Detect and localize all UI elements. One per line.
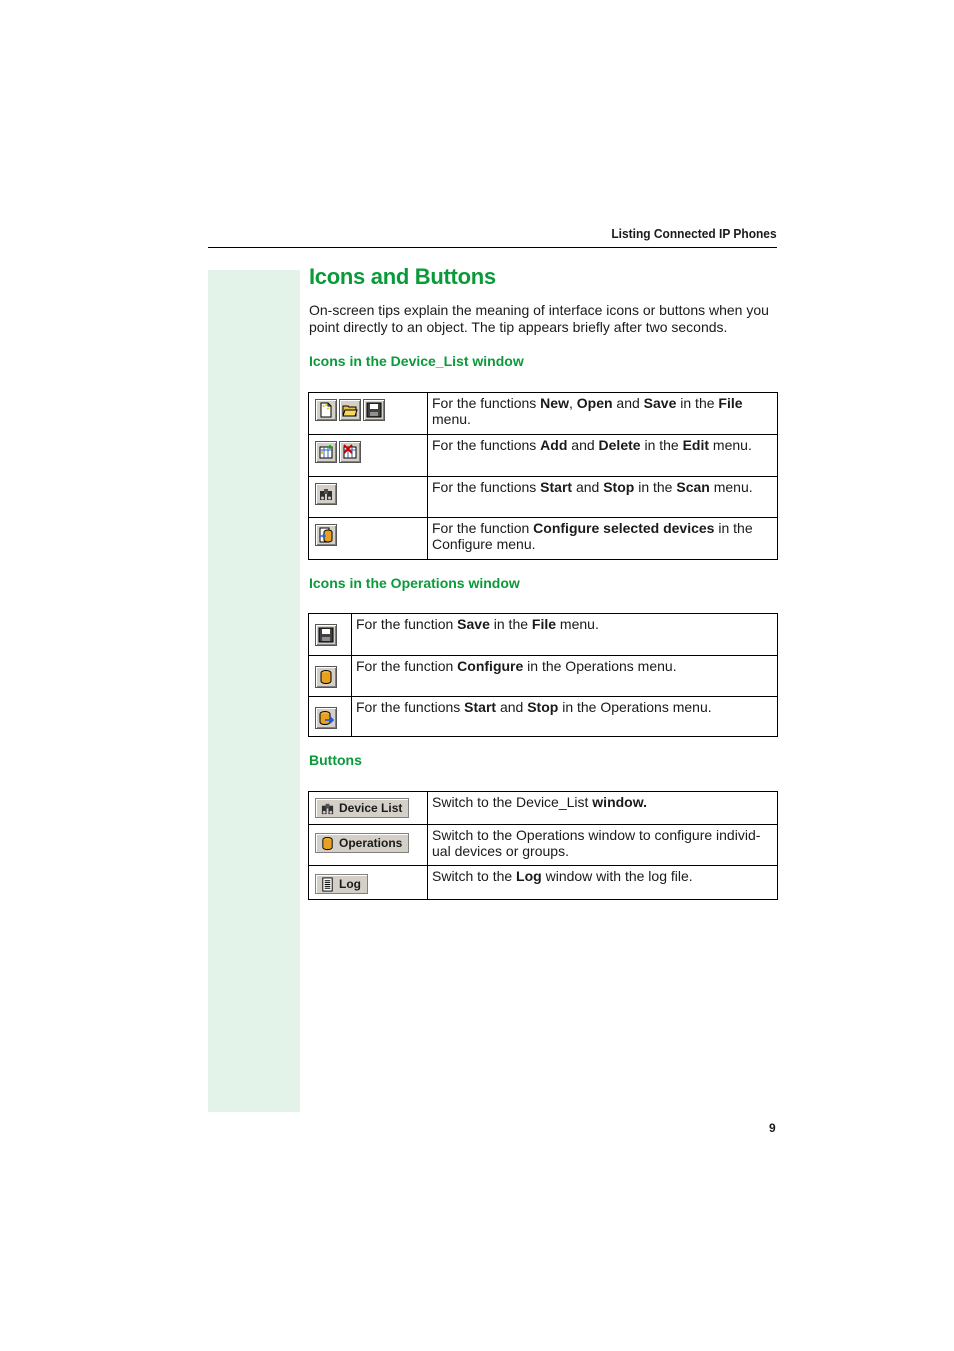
description-cell (352, 656, 778, 697)
table-row (309, 866, 778, 900)
binoculars-icon (318, 486, 334, 502)
button-label: Log (339, 877, 361, 891)
table-row (309, 656, 778, 697)
text-run: For the function (356, 658, 458, 674)
text-run: in the (640, 437, 683, 453)
operations-icon-table (308, 613, 778, 737)
save-disk-icon-tile (363, 399, 385, 421)
text-run: window with the log file. (541, 868, 693, 884)
text-run: in the Operations menu. (523, 658, 677, 674)
button-cell (309, 866, 428, 900)
icon-cell (309, 614, 352, 656)
text-run: Switch to the Device_List (432, 794, 593, 810)
configure-selected-icon (318, 527, 334, 543)
description-cell (428, 866, 778, 900)
database-arrow-icon (318, 710, 334, 726)
text-run: in the (634, 479, 677, 495)
bold-term: Edit (682, 437, 710, 453)
margin-sidebar (208, 270, 300, 1112)
save-disk-icon-tile (315, 624, 337, 646)
text-run: menu. (709, 437, 752, 453)
table-row (309, 435, 778, 477)
table-row (309, 792, 778, 825)
icon-cell (309, 697, 352, 737)
description-cell (352, 697, 778, 737)
text-run: and (572, 479, 604, 495)
bold-term: Add (540, 437, 568, 453)
button-cell (309, 825, 428, 866)
database-arrow-icon-tile (315, 707, 337, 729)
bold-term: Start (540, 479, 573, 495)
table-row (309, 825, 778, 866)
bold-term: Scan (676, 479, 710, 495)
database-icon-tile (315, 666, 337, 688)
text-run: in the (676, 395, 719, 411)
bold-term: Start (464, 699, 497, 715)
description-cell (428, 477, 778, 518)
log-button (315, 874, 368, 894)
header-rule (208, 247, 777, 248)
save-disk-icon (318, 627, 334, 643)
device-list-heading: Icons in the Device_List window (309, 353, 524, 369)
buttons-table (308, 791, 778, 900)
description-cell (428, 792, 778, 825)
table-row (309, 477, 778, 518)
bold-term: File (718, 395, 743, 411)
page-title: Icons and Buttons (309, 264, 496, 289)
bold-term: Configure selected devices (533, 520, 715, 536)
add-device-icon-tile (315, 441, 337, 463)
add-device-icon (318, 444, 334, 460)
open-folder-icon-tile (339, 399, 361, 421)
operations-heading: Icons in the Operations window (309, 575, 520, 591)
table-row (309, 614, 778, 656)
intro-paragraph: On-screen tips explain the meaning of interface icons or buttons when you point directly to an object. The tip appears briefly after two seconds. (309, 302, 769, 335)
text-run: and (567, 437, 599, 453)
binoculars-icon (320, 801, 335, 816)
icon-cell (309, 518, 428, 560)
icon-cell (309, 435, 428, 477)
icon-cell (309, 393, 428, 435)
bold-term: Delete (598, 437, 641, 453)
device-list-icon-table (308, 392, 778, 560)
delete-device-icon (342, 444, 358, 460)
icon-cell (309, 477, 428, 518)
text-run: and (496, 699, 528, 715)
running-header: Listing Connected IP Phones (611, 226, 777, 241)
bold-term: Stop (603, 479, 635, 495)
text-run: For the functions (432, 395, 541, 411)
bold-term: Open (576, 395, 613, 411)
bold-term: New (540, 395, 569, 411)
text-run: For the functions (356, 699, 465, 715)
description-cell (352, 614, 778, 656)
button-label: Device List (339, 801, 403, 815)
text-run: in the (489, 616, 532, 632)
page-number: 9 (769, 1121, 776, 1135)
bold-term: Save (457, 616, 490, 632)
bold-term: window. (592, 794, 647, 810)
text-run: Switch to the Operations window to configure individ-ual devices or groups. (432, 827, 761, 859)
table-row (309, 393, 778, 435)
description-cell (428, 393, 778, 435)
log-document-icon (320, 877, 335, 892)
text-run: menu. (556, 616, 599, 632)
delete-device-icon-tile (339, 441, 361, 463)
operations-button (315, 833, 409, 853)
text-run: in the Configure menu. (432, 520, 753, 552)
text-run: in the Operations menu. (558, 699, 712, 715)
database-icon (318, 669, 334, 685)
table-row (309, 697, 778, 737)
buttons-heading: Buttons (309, 752, 362, 768)
bold-term: File (531, 616, 557, 632)
new-file-icon-tile (315, 399, 337, 421)
button-label: Operations (339, 836, 403, 850)
new-file-icon (318, 402, 334, 418)
bold-term: Configure (457, 658, 524, 674)
bold-term: Save (643, 395, 677, 411)
text-run: For the functions (432, 437, 541, 453)
text-run: For the function (356, 616, 458, 632)
binoculars-icon-tile (315, 483, 337, 505)
description-cell (428, 825, 778, 866)
text-run: menu. (432, 411, 471, 427)
open-folder-icon (342, 402, 358, 418)
icon-cell (309, 656, 352, 697)
database-icon (320, 836, 335, 851)
bold-term: Stop (527, 699, 559, 715)
text-run: For the function (432, 520, 534, 536)
text-run: For the functions (432, 479, 541, 495)
description-cell (428, 435, 778, 477)
button-cell (309, 792, 428, 825)
text-run: and (612, 395, 644, 411)
text-run: menu. (709, 479, 753, 495)
text-run: , (568, 395, 577, 411)
description-cell (428, 518, 778, 560)
text-run: Switch to the (432, 868, 517, 884)
configure-selected-icon-tile (315, 524, 337, 546)
bold-term: Log (516, 868, 542, 884)
save-disk-icon (366, 402, 382, 418)
table-row (309, 518, 778, 560)
device-list-button (315, 798, 409, 818)
